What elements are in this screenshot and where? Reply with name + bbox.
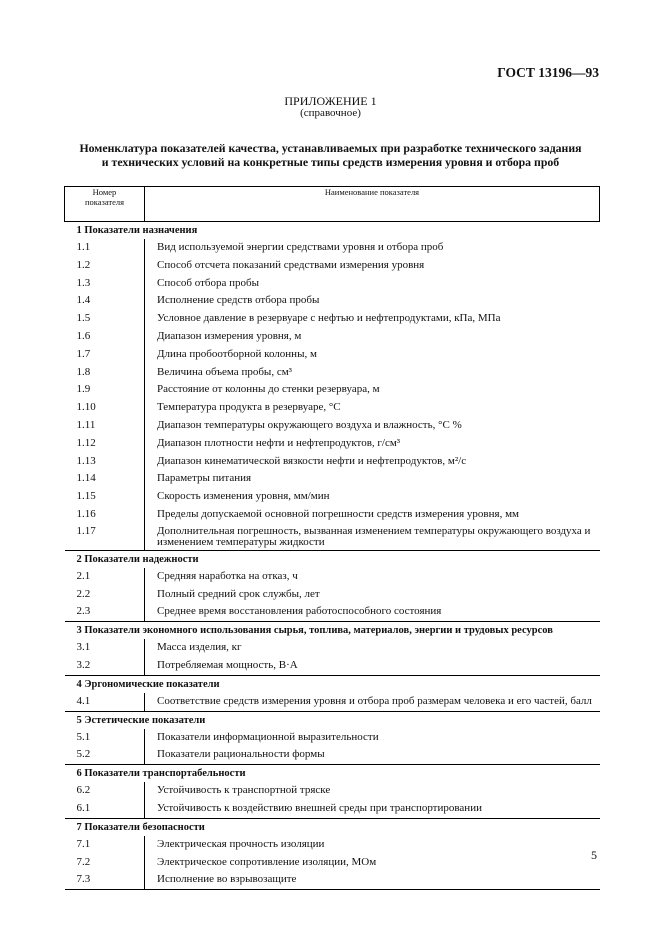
- indicator-number: 5.2: [76, 748, 91, 761]
- table-row: [65, 639, 600, 657]
- table-row: [65, 729, 600, 747]
- indicator-name: Диапазон плотности нефти и нефтепродуктов, г/см³: [145, 435, 600, 453]
- indicator-name: Устойчивость к транспортной тряске: [145, 782, 600, 800]
- column-header-name: Наименование показателя: [145, 187, 600, 222]
- table-header-row: [65, 187, 600, 222]
- section-title: 7 Показатели безопасности: [65, 818, 600, 836]
- appendix-title: ПРИЛОЖЕНИЕ 1: [284, 94, 377, 108]
- table-row: [65, 328, 600, 346]
- indicator-number: 6.2: [76, 784, 91, 797]
- indicator-name: Полный средний срок службы, лет: [145, 586, 600, 604]
- table-row: [65, 239, 600, 257]
- table-row: [65, 435, 600, 453]
- table-row: [65, 657, 600, 675]
- appendix-subtitle: (справочное): [300, 107, 361, 119]
- indicator-number: 6.1: [76, 801, 91, 814]
- indicator-name: Температура продукта в резервуаре, °С: [145, 399, 600, 417]
- indicator-number: 2.2: [76, 587, 91, 600]
- indicator-number: 1.6: [76, 329, 91, 342]
- indicator-name: Исполнение во взрывозащите: [145, 871, 600, 889]
- indicator-name: Устойчивость к воздействию внешней среды при транспортировании: [145, 800, 600, 818]
- indicator-number: 1.4: [76, 294, 91, 307]
- table-row: [65, 470, 600, 488]
- indicator-number: 7.1: [76, 837, 91, 850]
- table-title: [0, 141, 661, 169]
- indicator-name: Скорость изменения уровня, мм/мин: [145, 488, 600, 506]
- table-row: [65, 417, 600, 435]
- table-row: [65, 568, 600, 586]
- indicator-name: Потребляемая мощность, В·А: [145, 657, 600, 675]
- indicator-name: Масса изделия, кг: [145, 639, 600, 657]
- table-row: [65, 782, 600, 800]
- section-title: 3 Показатели экономного использования сырья, топлива, материалов, энергии и трудовых ресурсов: [65, 622, 600, 640]
- indicator-name: Электрическое сопротивление изоляции, МОм: [145, 854, 600, 872]
- section-title: 1 Показатели назначения: [65, 222, 600, 240]
- table-row: [65, 836, 600, 854]
- table-row: [65, 854, 600, 872]
- section-header-row: [65, 622, 600, 640]
- table-row: [65, 275, 600, 293]
- indicator-number: 1.3: [76, 276, 91, 289]
- column-header-number: [65, 187, 145, 222]
- indicator-number: 5.1: [76, 730, 91, 743]
- table-row: [65, 310, 600, 328]
- section-title: 5 Эстетические показатели: [65, 711, 600, 729]
- indicator-number: 1.11: [76, 418, 96, 431]
- indicator-number: 1.5: [76, 312, 91, 325]
- indicator-number: 1.12: [76, 436, 96, 449]
- indicator-number: 1.9: [76, 383, 91, 396]
- table-row: [65, 603, 600, 621]
- indicator-name: Соответствие средств измерения уровня и отбора проб размерам человека и его частей, балл: [145, 693, 600, 711]
- table-row: [65, 364, 600, 382]
- indicator-number: 1.16: [76, 507, 96, 520]
- section-header-row: [65, 818, 600, 836]
- column-header-number-label: Номер показателя: [84, 187, 125, 207]
- indicator-number: 1.1: [76, 241, 91, 253]
- indicator-name: Среднее время восстановления работоспособного состояния: [145, 603, 600, 621]
- section-header-row: [65, 222, 600, 240]
- indicator-number: 4.1: [76, 694, 91, 707]
- table-row: [65, 693, 600, 711]
- indicator-name: Исполнение средств отбора пробы: [145, 292, 600, 310]
- table-row: [65, 453, 600, 471]
- table-body: [65, 222, 600, 890]
- table-row: [65, 257, 600, 275]
- section-header-row: [65, 550, 600, 568]
- indicator-number: 7.3: [76, 873, 91, 886]
- indicator-name: Пределы допускаемой основной погрешности средств измерения уровня, мм: [145, 506, 600, 524]
- indicator-name: Условное давление в резервуаре с нефтью и нефтепродуктами, кПа, МПа: [145, 310, 600, 328]
- indicator-name: Способ отсчета показаний средствами измерения уровня: [145, 257, 600, 275]
- table-row: [65, 292, 600, 310]
- indicator-number: 3.2: [76, 658, 91, 671]
- document-code: ГОСТ 13196—93: [497, 65, 599, 80]
- section-title: 4 Эргономические показатели: [65, 675, 600, 693]
- section-header-row: [65, 765, 600, 783]
- table-row: [65, 399, 600, 417]
- indicator-name: Дополнительная погрешность, вызванная изменением температуры окружающего воздуха и изменением температуры жидкости: [145, 524, 600, 551]
- table-row: [65, 871, 600, 889]
- indicator-name: Длина пробоотборной колонны, м: [145, 346, 600, 364]
- table-title-line-2: и технических условий на конкретные типы средств измерения уровня и отбора проб: [101, 155, 560, 169]
- indicator-number: 1.13: [76, 454, 96, 467]
- table-row: [65, 506, 600, 524]
- indicator-number: 1.14: [76, 472, 96, 485]
- indicator-name: Диапазон измерения уровня, м: [145, 328, 600, 346]
- indicator-number: 2.3: [76, 605, 91, 618]
- page-number: 5: [591, 848, 597, 862]
- indicator-name: Вид используемой энергии средствами уровня и отбора проб: [145, 239, 600, 257]
- indicator-name: Величина объема пробы, см³: [145, 364, 600, 382]
- indicator-name: Способ отбора пробы: [145, 275, 600, 293]
- indicator-name: Расстояние от колонны до стенки резервуара, м: [145, 381, 600, 399]
- indicator-name: Параметры питания: [145, 470, 600, 488]
- indicator-name: Показатели рациональности формы: [145, 746, 600, 764]
- table-title-line-1: Номенклатура показателей качества, устанавливаемых при разработке технического задания: [79, 141, 582, 155]
- table-row: [65, 381, 600, 399]
- indicator-number: 3.1: [76, 641, 91, 654]
- table-row: [65, 746, 600, 764]
- table-row: [65, 800, 600, 818]
- section-title: 2 Показатели надежности: [65, 550, 600, 568]
- section-header-row: [65, 711, 600, 729]
- section-title: 6 Показатели транспортабельности: [65, 765, 600, 783]
- table-row: [65, 586, 600, 604]
- section-header-row: [65, 675, 600, 693]
- table-row: [65, 346, 600, 364]
- indicator-number: 1.10: [76, 401, 96, 414]
- indicator-number: 7.2: [76, 855, 91, 868]
- appendix-heading: [0, 95, 661, 119]
- indicator-number: 1.15: [76, 490, 96, 503]
- indicator-number: 1.17: [76, 524, 96, 537]
- indicator-name: Диапазон температуры окружающего воздуха и влажность, °С %: [145, 417, 600, 435]
- indicator-name: Средняя наработка на отказ, ч: [145, 568, 600, 586]
- indicator-name: Электрическая прочность изоляции: [145, 836, 600, 854]
- indicator-number: 2.1: [76, 569, 91, 582]
- indicator-number: 1.8: [76, 365, 91, 378]
- indicator-name: Диапазон кинематической вязкости нефти и нефтепродуктов, м²/с: [145, 453, 600, 471]
- table-row: [65, 488, 600, 506]
- indicator-name: Показатели информационной выразительности: [145, 729, 600, 747]
- indicator-number: 1.7: [76, 347, 91, 360]
- indicator-number: 1.2: [76, 258, 91, 271]
- indicators-table: [64, 186, 600, 890]
- table-row: [65, 524, 600, 551]
